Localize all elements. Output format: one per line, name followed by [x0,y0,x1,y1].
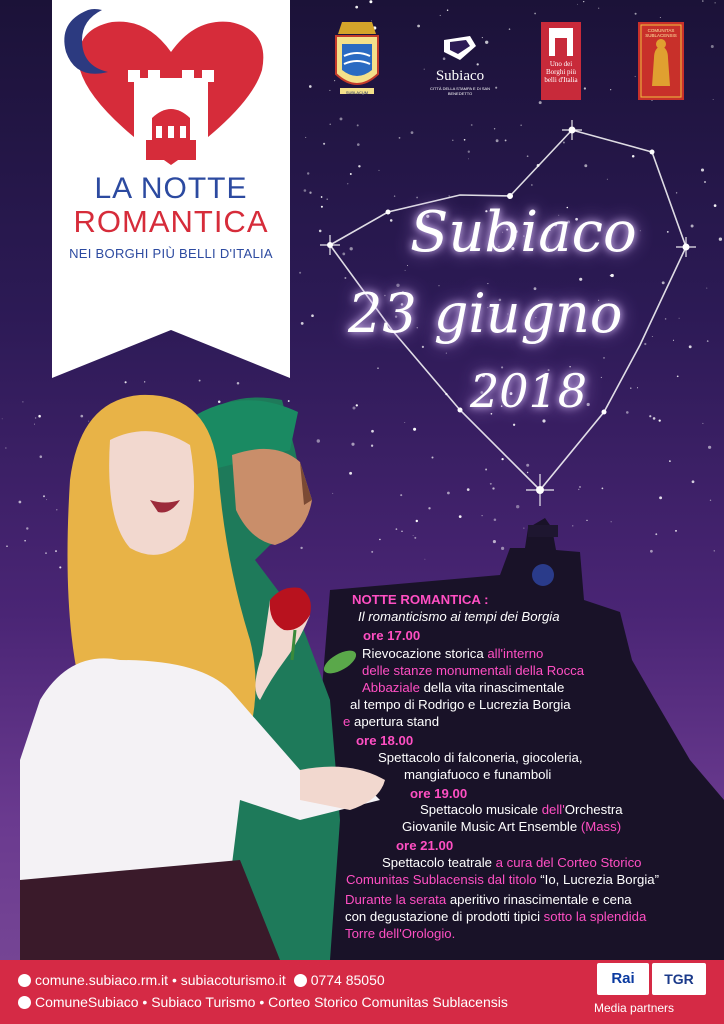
event-time: ore 18.00 [356,733,414,748]
footer-contacts [18,972,385,988]
media-partners-label: Media partners [594,1001,675,1015]
social-page[interactable]: Corteo Storico Comunitas Sublacensis [268,994,508,1010]
subiaco-logo-name: Subiaco [435,68,485,84]
rai-logo: Rai [597,963,649,995]
separator: • [259,994,265,1010]
tgr-logo: TGR [652,963,706,995]
headline-year: 2018 [470,364,588,418]
comunitas-label: COMUNITAS SUBLACENSIS [645,28,677,38]
web-icon [18,974,31,987]
website-link[interactable]: subiacoturismo.it [180,972,286,988]
logo-title-line1: LA NOTTE [94,172,248,205]
event-line: Spettacolo teatrale a cura del Corteo Storico [382,855,642,870]
borghi-label: Uno dei Borghi più belli d'Italia [544,60,578,84]
event-line: Rievocazione storica all'interno [362,646,544,661]
closing-line: Torre dell'Orologio. [345,926,456,941]
phone-number: 0774 85050 [310,972,385,988]
event-logo-banner [52,0,290,378]
headline-city: Subiaco [410,200,637,265]
event-time: ore 19.00 [410,786,468,801]
event-line: al tempo di Rodrigo e Lucrezia Borgia [350,697,571,712]
media-partners [590,963,718,1021]
event-line: Spettacolo musicale dell'Orchestra [420,802,623,817]
subiaco-logo-tagline: CITTÀ DELLA STAMPA E DI SAN BENEDETTO [429,86,491,96]
program-theme: Il romanticismo ai tempi dei Borgia [358,609,560,624]
event-line: mangiafuoco e funamboli [404,767,552,782]
closing-line: Durante la serata aperitivo rinascimentale e cena [345,892,632,907]
facebook-icon [18,996,31,1009]
program-heading: NOTTE ROMANTICA : [352,592,489,607]
subiaco-coat-of-arms [330,18,384,100]
event-line: Comunitas Sublacensis dal titolo “Io, Lucrezia Borgia” [346,872,660,887]
separator: • [142,994,148,1010]
event-time: ore 21.00 [396,838,454,853]
event-line: Giovanile Music Art Ensemble (Mass) [402,819,622,834]
social-page[interactable]: Subiaco Turismo [151,994,256,1010]
separator: • [171,972,177,988]
logo-title-line2: ROMANTICA [73,204,269,239]
closing-line: con degustazione di prodotti tipici sotto la splendida [345,909,647,924]
website-link[interactable]: comune.subiaco.rm.it [35,972,169,988]
headline-date: 23 giugno [348,282,623,345]
tower-icon [128,70,214,160]
event-line: e apertura stand [343,714,440,729]
footer-social [18,994,508,1010]
event-line: Abbaziale della vita rinascimentale [362,680,565,695]
event-line: Spettacolo di falconeria, giocoleria, [378,750,583,765]
subiaco-city-icon [440,34,480,66]
event-line: delle stanze monumentali della Rocca [362,663,585,678]
coat-of-arms-label: SUBLACUM [345,90,369,95]
event-time: ore 17.00 [363,628,421,643]
logo-subtitle: NEI BORGHI PIÙ BELLI D'ITALIA [69,246,273,261]
social-page[interactable]: ComuneSubiaco [35,994,139,1010]
phone-icon [294,974,307,987]
